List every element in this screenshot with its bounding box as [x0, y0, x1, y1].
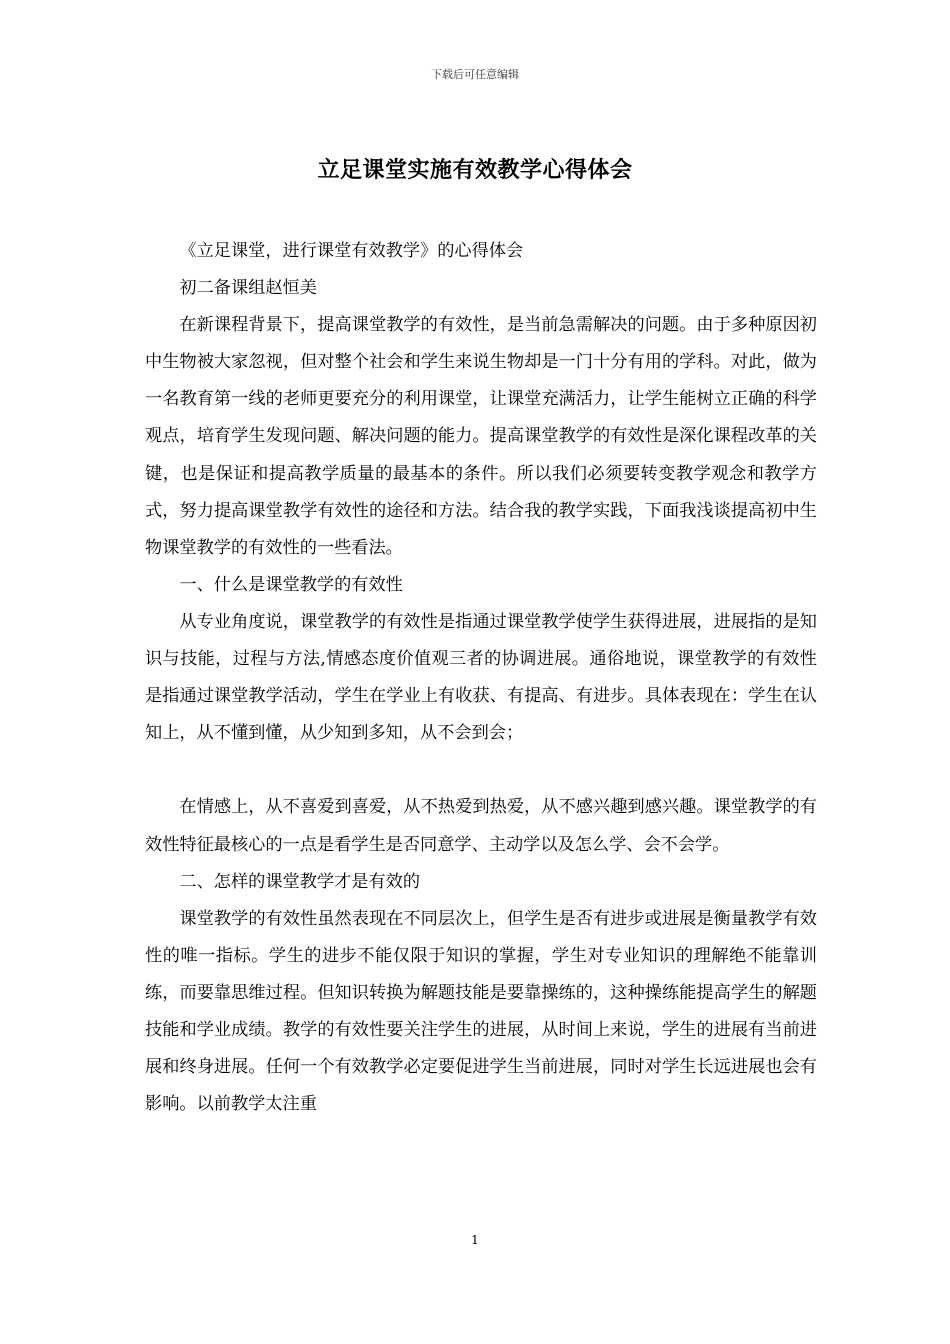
paragraph-definition: 从专业角度说，课堂教学的有效性是指通过课堂教学使学生获得进展，进展指的是知识与技能，过程与方法,情感态度价值观三者的协调进展。通俗地说，课堂教学的有效性是指通过课堂教学活动，学生在学业上有收获、有提高、有进步。具体表现在：学生在认知上，从不懂到懂，从少知到多知，从不会到会；	[145, 611, 817, 744]
paragraph-gap	[145, 752, 817, 789]
document-title: 立足课堂实施有效教学心得体会	[317, 157, 633, 183]
paragraph-intro: 在新课程背景下，提高课堂教学的有效性，是当前急需解决的问题。由于多种原因初中生物被大家忽视，但对整个社会和学生来说生物却是一门十分有用的学科。对此，做为一名教育第一线的老师更要充分的利用课堂，让课堂充满活力，让学生能树立正确的科学观点，培育学生发现问题、解决问题的能力。提高课堂教学的有效性是深化课程改革的关键，也是保证和提高教学质量的最基本的条件。所以我们必须要转变教学观念和教学方式，努力提高课堂教学有效性的途径和方法。结合我的教学实践，下面我浅谈提高初中生物课堂教学的有效性的一些看法。	[145, 315, 817, 558]
section-heading-2: 二、怎样的课堂教学才是有效的	[179, 871, 421, 892]
paragraph-effectiveness: 课堂教学的有效性虽然表现在不同层次上，但学生是否有进步或进展是衡量教学有效性的唯一指标。学生的进步不能仅限于知识的掌握，学生对专业知识的理解绝不能靠训练，而要靠思维过程。但知识转换为解题技能是要靠操练的，这种操练能提高学生的解题技能和学业成绩。教学的有效性要关注学生的进展，从时间上来说，学生的进展有当前进展和终身进展。任何一个有效教学必定要促进学生当前进展，同时对学生长远进展也会有影响。以前教学太注重	[145, 908, 817, 1115]
paragraph-subtitle: 《立足课堂，进行课堂有效教学》的心得体会	[179, 241, 524, 261]
page-header-note: 下载后可任意编辑	[431, 68, 519, 81]
page-number: 1	[471, 1233, 479, 1247]
paragraph-author: 初二备课组赵恒美	[179, 278, 317, 299]
section-heading-1: 一、什么是课堂教学的有效性	[179, 574, 403, 595]
paragraph-emotion: 在情感上，从不喜爱到喜爱，从不热爱到热爱，从不感兴趣到感兴趣。课堂教学的有效性特征最核心的一点是看学生是否同意学、主动学以及怎么学、会不会学。	[145, 797, 817, 855]
document-body	[145, 233, 817, 1123]
